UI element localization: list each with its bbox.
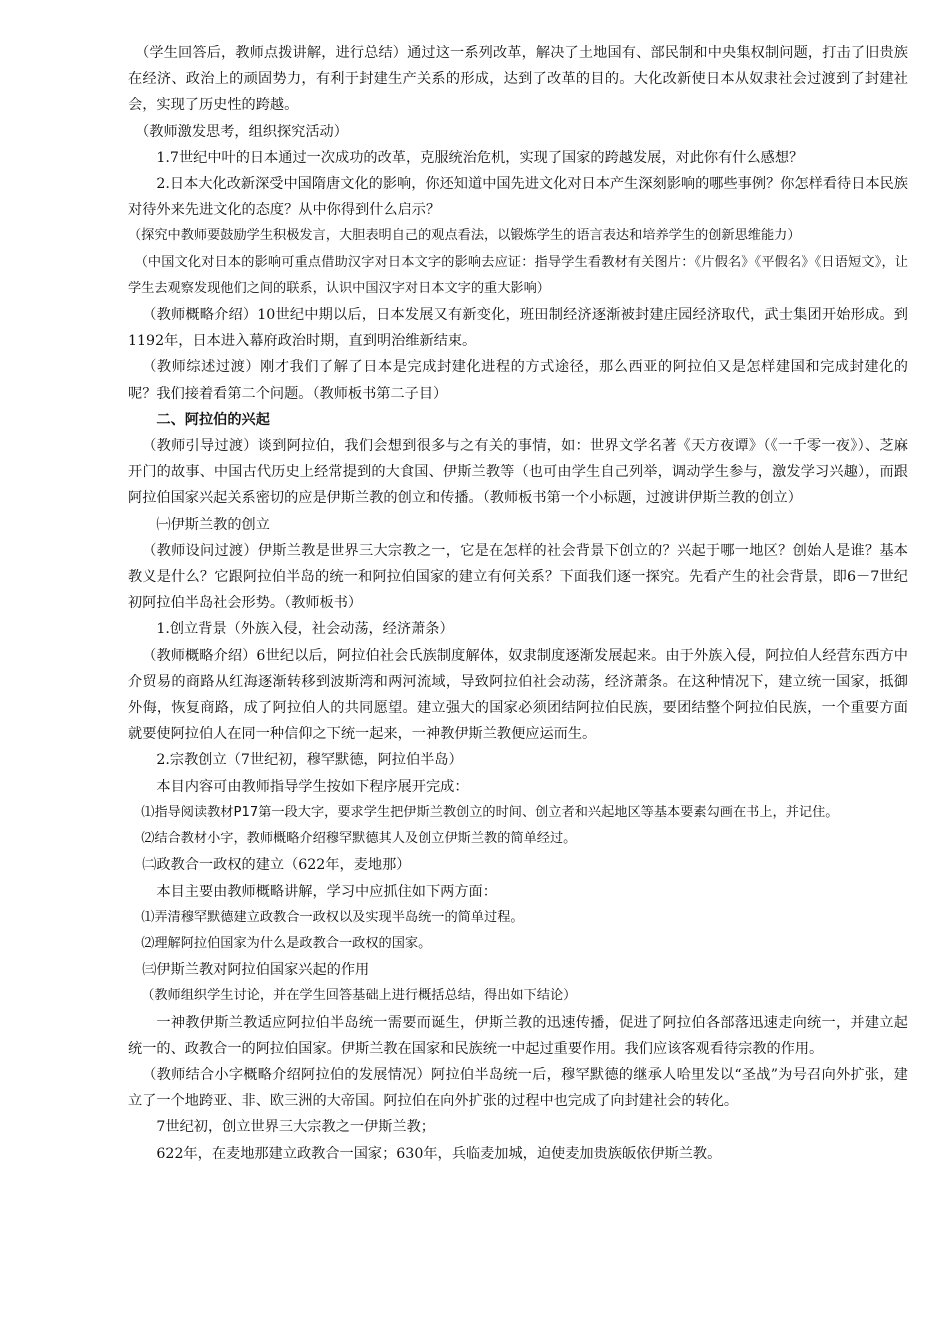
- paragraph: （教师组织学生讨论，并在学生回答基础上进行概括总结，得出如下结论）: [141, 988, 577, 1004]
- paragraph: （教师结合小字概略介绍阿拉伯的发展情况）阿拉伯半岛统一后，穆罕默德的继承人哈里发以“圣战”为号召向外扩张，建立了一个地跨亚、非、欧三洲的大帝国。阿拉伯在向外扩张的过程中也完成了向封建社会的转化。: [128, 1066, 908, 1110]
- paragraph: 2.日本大化改新深受中国隋唐文化的影响，你还知道中国先进文化对日本产生深刻影响的哪些事例？你怎样看待日本民族对待外来先进文化的态度？从中你得到什么启示？: [128, 176, 908, 219]
- paragraph: 2.宗教创立（7世纪初，穆罕默德，阿拉伯半岛）: [156, 752, 463, 769]
- paragraph: （教师综述过渡）刚才我们了解了日本是完成封建化进程的方式途径，那么西亚的阿拉伯又是怎样建国和完成封建化的呢？我们接着看第二个问题。（教师板书第二子目）: [128, 359, 908, 402]
- paragraph: （教师概略介绍）6世纪以后，阿拉伯社会氏族制度解体，奴隶制度逐渐发展起来。由于外族入侵，阿拉伯人经营东西方中介贸易的商路从红海逐渐转移到波斯湾和两河流域，导致阿拉伯社会动荡，经济萧条。在这种情况下，建立统一国家，抵御外侮，恢复商路，成了阿拉伯人的共同愿望。建立强大的国家必须团结阿拉伯民族，要团结整个阿拉伯民族，一个重要方面就要使阿拉伯人在同一种信仰之下统一起来，一神教伊斯兰教便应运而生。: [128, 647, 908, 743]
- paragraph: 一神教伊斯兰教适应阿拉伯半岛统一需要而诞生，伊斯兰教的迅速传播，促进了阿拉伯各部落迅速走向统一，并建立起统一的、政教合一的阿拉伯国家。伊斯兰教在国家和民族统一中起过重要作用。我们应该客观看待宗教的作用。: [128, 1014, 908, 1057]
- paragraph: 1.创立背景（外族入侵，社会动荡，经济萧条）: [156, 621, 454, 638]
- paragraph: 622年，在麦地那建立政教合一国家；630年，兵临麦加城，迫使麦加贵族皈依伊斯兰教。: [156, 1145, 722, 1162]
- paragraph: （教师激发思考，组织探究活动）: [135, 123, 348, 140]
- paragraph: （中国文化对日本的影响可重点借助汉字对日本文字的影响去应证：指导学生看教材有关图片：《片假名》《平假名》《日语短文》，让学生去观察发现他们之间的联系，认识中国汉字对日本文字的重大影响）: [128, 254, 908, 296]
- paragraph: 1.7世纪中叶的日本通过一次成功的改革，克服统治危机，实现了国家的跨越发展，对此你有什么感想？: [156, 149, 804, 166]
- paragraph: ㈠伊斯兰教的创立: [156, 516, 270, 533]
- paragraph: （教师设问过渡）伊斯兰教是世界三大宗教之一，它是在怎样的社会背景下创立的？兴起于哪一地区？创始人是谁？基本教义是什么？它跟阿拉伯半岛的统一和阿拉伯国家的建立有何关系？下面我们逐一探究。先看产生的社会背景，即6－7世纪初阿拉伯半岛社会形势。（教师板书）: [128, 542, 908, 612]
- paragraph: ㈢伊斯兰教对阿拉伯国家兴起的作用: [142, 962, 370, 979]
- section-heading: 二、阿拉伯的兴起: [128, 411, 270, 428]
- document-body: [128, 40, 908, 1167]
- paragraph: ㈡政教合一政权的建立（622年，麦地那）: [142, 857, 411, 874]
- paragraph: ⑴弄清穆罕默德建立政教合一政权以及实现半岛统一的简单过程。: [141, 909, 524, 925]
- paragraph: （探究中教师要鼓励学生积极发言，大胆表明自己的观点看法，以锻炼学生的语言表达和培养学生的创新思维能力）: [128, 228, 801, 244]
- paragraph: ⑴指导阅读教材P17第一段大字，要求学生把伊斯兰教创立的时间、创立者和兴起地区等基本要素勾画在书上，并记住。: [141, 804, 839, 820]
- paragraph: （学生回答后，教师点拨讲解，进行总结）通过这一系列改革，解决了土地国有、部民制和中央集权制问题，打击了旧贵族在经济、政治上的顽固势力，有利于封建生产关系的形成，达到了改革的目的。大化改新使日本从奴隶社会过渡到了封建社会，实现了历史性的跨越。: [128, 45, 908, 114]
- paragraph: ⑵结合教材小字，教师概略介绍穆罕默德其人及创立伊斯兰教的简单经过。: [141, 831, 577, 847]
- paragraph: 本目主要由教师概略讲解，学习中应抓住如下两方面：: [156, 883, 497, 900]
- paragraph: （教师概略介绍）10世纪中期以后，日本发展又有新变化，班田制经济逐渐被封建庄园经济取代，武士集团开始形成。到1192年，日本进入幕府政治时期，直到明治维新结束。: [128, 307, 908, 350]
- paragraph: （教师引导过渡）谈到阿拉伯，我们会想到很多与之有关的事情，如：世界文学名著《天方夜谭》（《一千零一夜》）、芝麻开门的故事、中国古代历史上经常提到的大食国、伊斯兰教等（也可由学生自己列举，调动学生参与，激发学习兴趣），而跟阿拉伯国家兴起关系密切的应是伊斯兰教的创立和传播。（教师板书第一个小标题，过渡讲伊斯兰教的创立）: [128, 438, 908, 507]
- paragraph: ⑵理解阿拉伯国家为什么是政教合一政权的国家。: [141, 935, 432, 951]
- paragraph: 7世纪初，创立世界三大宗教之一伊斯兰教；: [156, 1119, 435, 1136]
- paragraph: 本目内容可由教师指导学生按如下程序展开完成：: [156, 778, 469, 795]
